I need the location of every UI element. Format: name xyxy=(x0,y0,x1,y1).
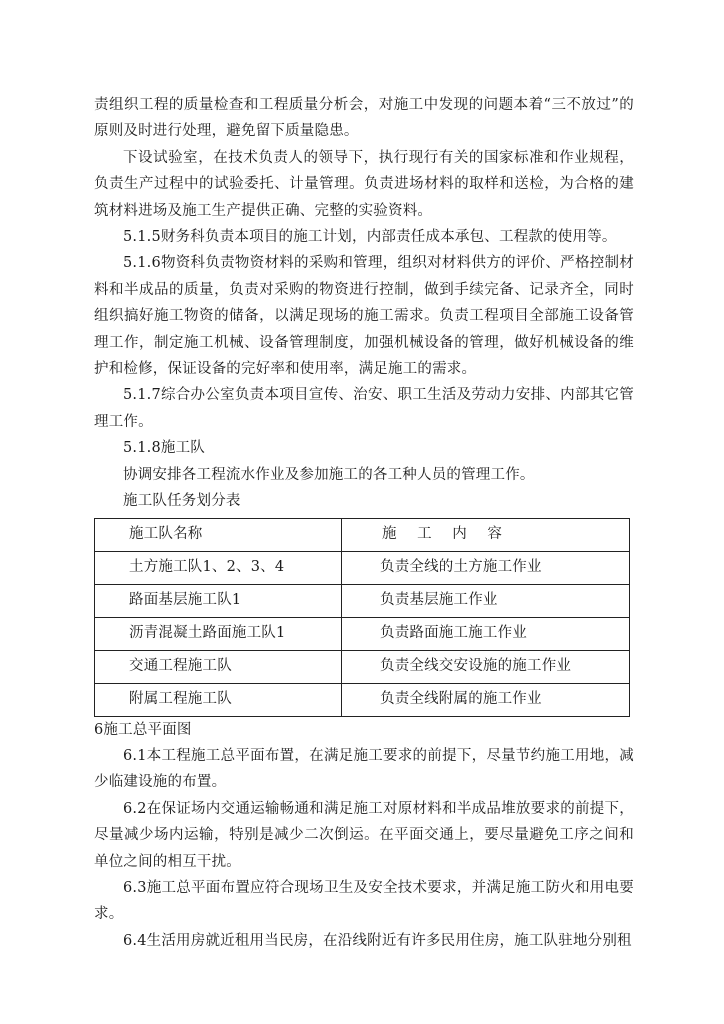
table-header-row xyxy=(95,518,630,551)
document-body xyxy=(94,92,634,954)
team-name-cell: 路面基层施工队1 xyxy=(95,584,342,617)
task-division-table xyxy=(94,518,630,717)
paragraph-living-quarters: 6.4生活用房就近租用当民房，在沿线附近有许多民用住房，施工队驻地分别租 xyxy=(123,932,632,949)
table-row xyxy=(95,650,630,683)
work-content-cell: 负责全线附属的施工作业 xyxy=(342,683,630,716)
paragraph-site-layout: 6.1本工程施工总平面布置，在满足施工要求的前提下，尽量节约施工用地，减少临建设施的布置。 xyxy=(94,747,634,791)
header-team-name: 施工队名称 xyxy=(95,518,342,551)
work-content-cell: 负责全线交安设施的施工作业 xyxy=(342,650,630,683)
team-name-cell: 土方施工队1、2、3、4 xyxy=(95,551,342,584)
table-row xyxy=(95,617,630,650)
paragraph-team-coordination: 协调安排各工程流水作业及参加施工的各工种人员的管理工作。 xyxy=(123,466,535,483)
work-content-cell: 负责全线的土方施工作业 xyxy=(342,551,630,584)
table-row xyxy=(95,551,630,584)
table-caption: 施工队任务划分表 xyxy=(123,493,241,510)
header-work-content: 施 工 内 容 xyxy=(342,518,630,551)
work-content-cell: 负责基层施工作业 xyxy=(342,584,630,617)
table-row xyxy=(95,584,630,617)
paragraph-quality-check: 责组织工程的质量检查和工程质量分析会，对施工中发现的问题本着“三不放过”的原则及时进行处理，避免留下质量隐患。 xyxy=(94,97,634,140)
team-name-cell: 沥青混凝土路面施工队1 xyxy=(95,617,342,650)
work-content-cell: 负责路面施工施工作业 xyxy=(342,617,630,650)
table-row xyxy=(95,683,630,716)
heading-site-plan: 6施工总平面图 xyxy=(94,721,192,738)
heading-construction-team: 5.1.8施工队 xyxy=(123,440,205,457)
paragraph-finance-section: 5.1.5财务科负责本项目的施工计划，内部责任成本承包、工程款的使用等。 xyxy=(123,229,617,246)
paragraph-site-transport: 6.2在保证场内交通运输畅通和满足施工对原材料和半成品堆放要求的前提下，尽量减少场内运输，特别是减少二次倒运。在平面交通上，要尽量避免工序之间和单位之间的相互干扰。 xyxy=(94,800,634,870)
paragraph-site-safety: 6.3施工总平面布置应符合现场卫生及安全技术要求，并满足施工防火和用电要求。 xyxy=(94,879,634,923)
paragraph-test-lab: 下设试验室，在技术负责人的领导下，执行现行有关的国家标准和作业规程，负责生产过程中的试验委托、计量管理。负责进场材料的取样和送检，为合格的建筑材料进场及施工生产提供正确、完整的实验资料。 xyxy=(94,149,634,219)
team-name-cell: 交通工程施工队 xyxy=(95,650,342,683)
paragraph-materials-section: 5.1.6物资科负责物资材料的采购和管理，组织对材料供方的评价、严格控制材料和半成品的质量，负责对采购的物资进行控制，做到手续完备、记录齐全，同时组织搞好施工物资的储备，以满足现场的施工需求。负责工程项目全部施工设备管理工作，制定施工机械、设备管理制度，加强机械设备的管理，做好机械设备的维护和检修，保证设备的完好率和使用率，满足施工的需求。 xyxy=(94,255,634,378)
team-name-cell: 附属工程施工队 xyxy=(95,683,342,716)
paragraph-general-office: 5.1.7综合办公室负责本项目宣传、治安、职工生活及劳动力安排、内部其它管理工作。 xyxy=(94,387,634,430)
